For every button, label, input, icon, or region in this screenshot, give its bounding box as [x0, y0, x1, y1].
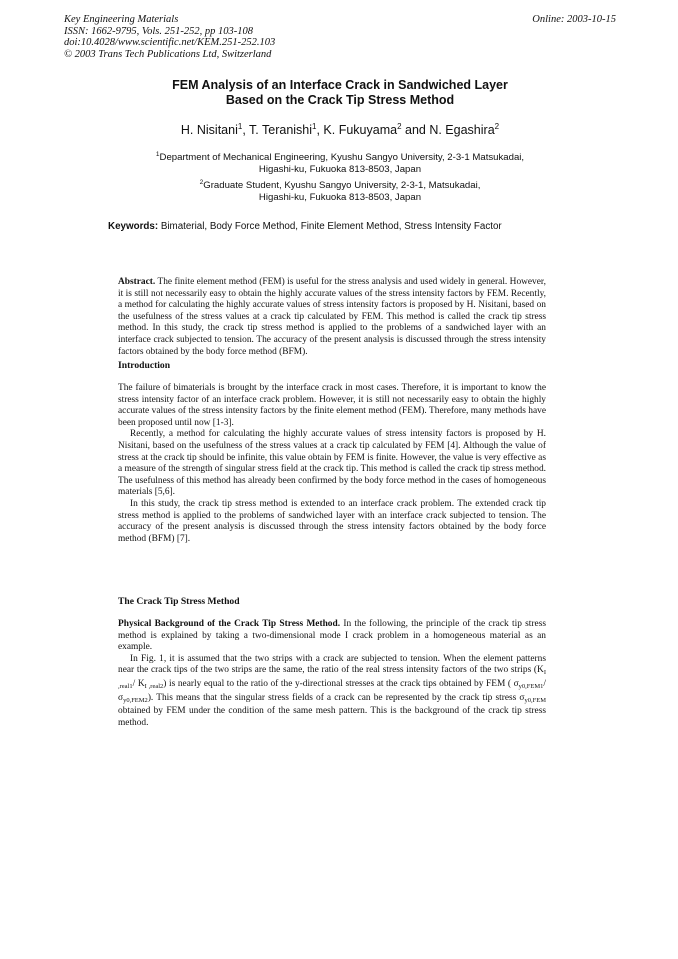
ctsm-p2-sub-5: y0,FEM: [524, 696, 546, 704]
ctsm-p2-part-f: obtained by FEM under the condition of the same mesh pattern. This is the background of the crack tip stress method.: [118, 706, 546, 728]
crack-tip-method-body: [118, 619, 546, 729]
ctsm-subheading: Physical Background of the Crack Tip Stress Method.: [118, 619, 341, 629]
affiliation-2-line-2: Higashi-ku, Fukuoka 813-8503, Japan: [258, 192, 422, 204]
ctsm-p2-sub-1: I ,real1: [118, 669, 546, 690]
ctsm-paragraph-1: [118, 619, 546, 654]
online-date: Online: 2003-10-15: [532, 14, 616, 25]
ctsm-p2-part-b: / K: [132, 678, 145, 689]
ctsm-p2-sub-4: y0,FEM2: [123, 696, 148, 704]
ctsm-p2-part-e: ). This means that the singular stress fields of a crack can be represented by the crack tip stress σ: [147, 692, 525, 703]
author-list: [64, 122, 616, 137]
affiliation-1-mark: 1: [155, 151, 160, 158]
author-3: , K. Fukuyama: [316, 123, 398, 138]
keywords: [108, 221, 628, 232]
journal-name: Key Engineering Materials: [64, 14, 179, 25]
author-4-affil: 2: [494, 122, 500, 131]
author-1-affil: 1: [237, 122, 243, 131]
introduction-body: [118, 383, 546, 545]
intro-paragraph-3: In this study, the crack tip stress method is extended to an interface crack problem. The extended crack tip stress method is applied to the problems of sandwiched layer with an interface crack subjected to tension. The accuracy of the present analysis is discussed through the stress intensity factors obtained by the body force method (BFM) [7].: [118, 498, 546, 544]
affiliation-2-line-1: Graduate Student, Kyushu Sangyo University, 2-3-1, Matsukadai,: [203, 180, 481, 192]
introduction-heading: Introduction: [118, 360, 171, 371]
author-2-affil: 1: [312, 122, 317, 131]
intro-paragraph-1: The failure of bimaterials is brought by the interface crack in most cases. Therefore, it is important to know the stress intensity factor of an interface crack problem. However, it is still not necessarily easy to obtain the highly accurate values of the stress intensity factors by the finite element method (FEM). Therefore, many methods have been proposed until now [1-3].: [118, 383, 546, 428]
author-3-affil: 2: [397, 122, 402, 131]
title-line-2: Based on the Crack Tip Stress Method: [225, 93, 455, 107]
abstract-label: Abstract.: [118, 277, 156, 287]
issn-line: ISSN: 1662-9795, Vols. 251-252, pp 103-108: [64, 25, 253, 37]
ctsm-p2-sub-2: I ,real2: [144, 682, 164, 690]
doi-line: doi:10.4028/www.scientific.net/KEM.251-252.103: [64, 37, 276, 48]
copyright-line: © 2003 Trans Tech Publications Ltd, Switzerland: [64, 48, 272, 60]
affiliation-2-mark: 2: [199, 179, 204, 186]
keywords-text: Bimaterial, Body Force Method, Finite Element Method, Stress Intensity Factor: [158, 221, 502, 232]
title-line-1: FEM Analysis of an Interface Crack in Sandwiched Layer: [172, 78, 508, 92]
ctsm-p2-part-c: ) is nearly equal to the ratio of the y-directional stresses at the crack tips obtained by FEM ( σ: [163, 678, 519, 689]
ctsm-p2-sub-3: y0,FEM1: [518, 682, 544, 690]
keywords-label: Keywords:: [108, 221, 159, 232]
ctsm-paragraph-1-text: In the following, the principle of the crack tip stress method is explained by taking a two-dimensional mode I crack problem in a homogeneous material as an example.: [118, 619, 546, 653]
abstract-text: The finite element method (FEM) is useful for the stress analysis and used widely in general. However, it is still not necessarily easy to obtain the highly accurate values of the stress intensity factors by FEM. Recently, a method for calculating the highly accurate values of stress intensity factors is proposed by H. Nisitani, based on the usefulness of the stress values at a crack tip calculated by FEM. This method is called the crack tip stress method. In this study, the crack tip stress method is applied to the problems of a sandwiched layer with an interface crack subjected to tension. The accuracy of the present analysis is discussed through the stress intensity factors obtained by the body force method (BFM).: [118, 277, 546, 357]
journal-header: [64, 14, 616, 60]
paper-title: [64, 78, 616, 108]
intro-paragraph-2: Recently, a method for calculating the highly accurate values of stress intensity factors is proposed by H. Nisitani, based on the usefulness of the stress values at a crack tip calculated by FEM [4]. Although the value of stress at the crack tip should be infinite, this value obtain by FEM is finite. However, the value is very effective as a measure of the strength of singular stress field at the crack tip. This method is called the crack tip stress method. The usefulness of this method has already been confirmed by the body force method in the cases of homogeneous materials [5,6].: [118, 429, 546, 498]
affiliation-1-line-1: Department of Mechanical Engineering, Kyushu Sangyo University, 2-3-1 Matsukadai,: [159, 152, 525, 164]
crack-tip-method-heading: The Crack Tip Stress Method: [118, 596, 240, 607]
affiliation-1: [64, 149, 616, 176]
author-4: and N. Egashira: [401, 123, 495, 138]
ctsm-p2-part-a: In Fig. 1, it is assumed that the two strips with a crack are subjected to tension. When the element patterns near the crack tips of the two strips are the same, the ratio of the real stress intensity factors of the two strips (K: [118, 653, 546, 676]
abstract: [118, 277, 546, 358]
ctsm-paragraph-2: [118, 654, 546, 730]
affiliation-1-line-2: Higashi-ku, Fukuoka 813-8503, Japan: [258, 164, 422, 176]
author-2: , T. Teranishi: [242, 123, 313, 138]
ctsm-p2-part-d: / σ: [118, 678, 547, 703]
author-1: H. Nisitani: [180, 123, 238, 138]
affiliation-2: [64, 177, 616, 204]
